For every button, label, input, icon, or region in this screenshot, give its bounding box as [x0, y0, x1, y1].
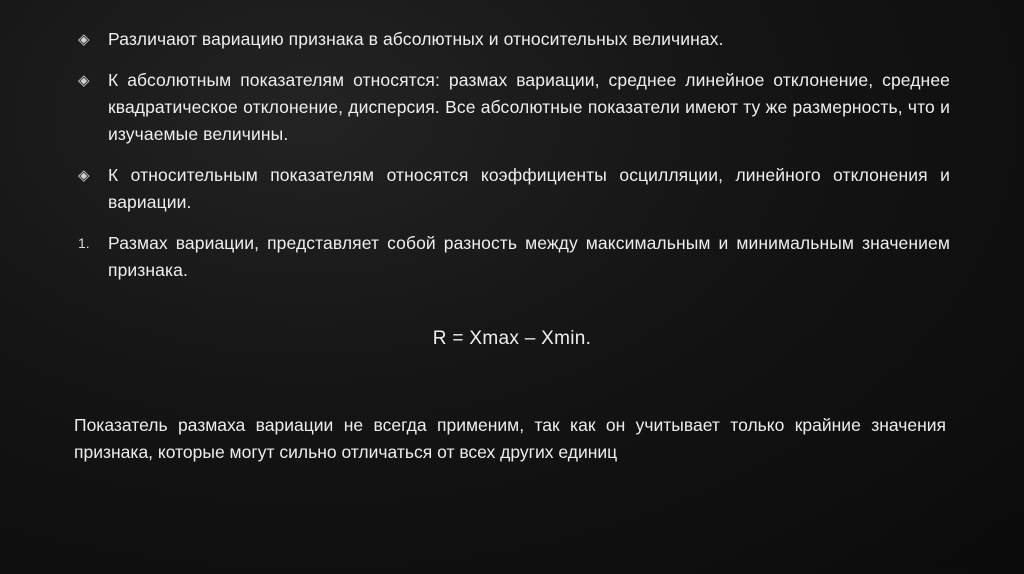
bullet-list [74, 26, 950, 284]
bullet-text: К относительным показателям относятся коэффициенты осцилляции, линейного отклонения и вариации. [108, 165, 950, 212]
formula-text: R = Xmax – Xmin. [432, 328, 592, 349]
bullet-text: Различают вариацию признака в абсолютных и относительных величинах. [108, 29, 724, 49]
footnote-text: Показатель размаха вариации не всегда применим, так как он учитывает только крайние значения признака, которые могут сильно отличаться от всех других единиц [74, 415, 946, 462]
bullet-text: К абсолютным показателям относятся: размах вариации, среднее линейное отклонение, среднее квадратическое отклонение, дисперсия. Все абсолютные показатели имеют ту же размерность, что и изучаемые величины. [108, 70, 950, 144]
list-item [74, 230, 950, 284]
diamond-bullet-icon: ◈ [78, 167, 90, 184]
diamond-bullet-icon: ◈ [78, 31, 90, 48]
list-item [74, 26, 950, 53]
diamond-bullet-icon: ◈ [78, 72, 90, 89]
list-item [74, 162, 950, 216]
numbered-bullet-marker: 1. [78, 235, 90, 251]
bullet-text: Размах вариации, представляет собой разность между максимальным и минимальным значением признака. [108, 233, 950, 280]
list-item [74, 67, 950, 148]
